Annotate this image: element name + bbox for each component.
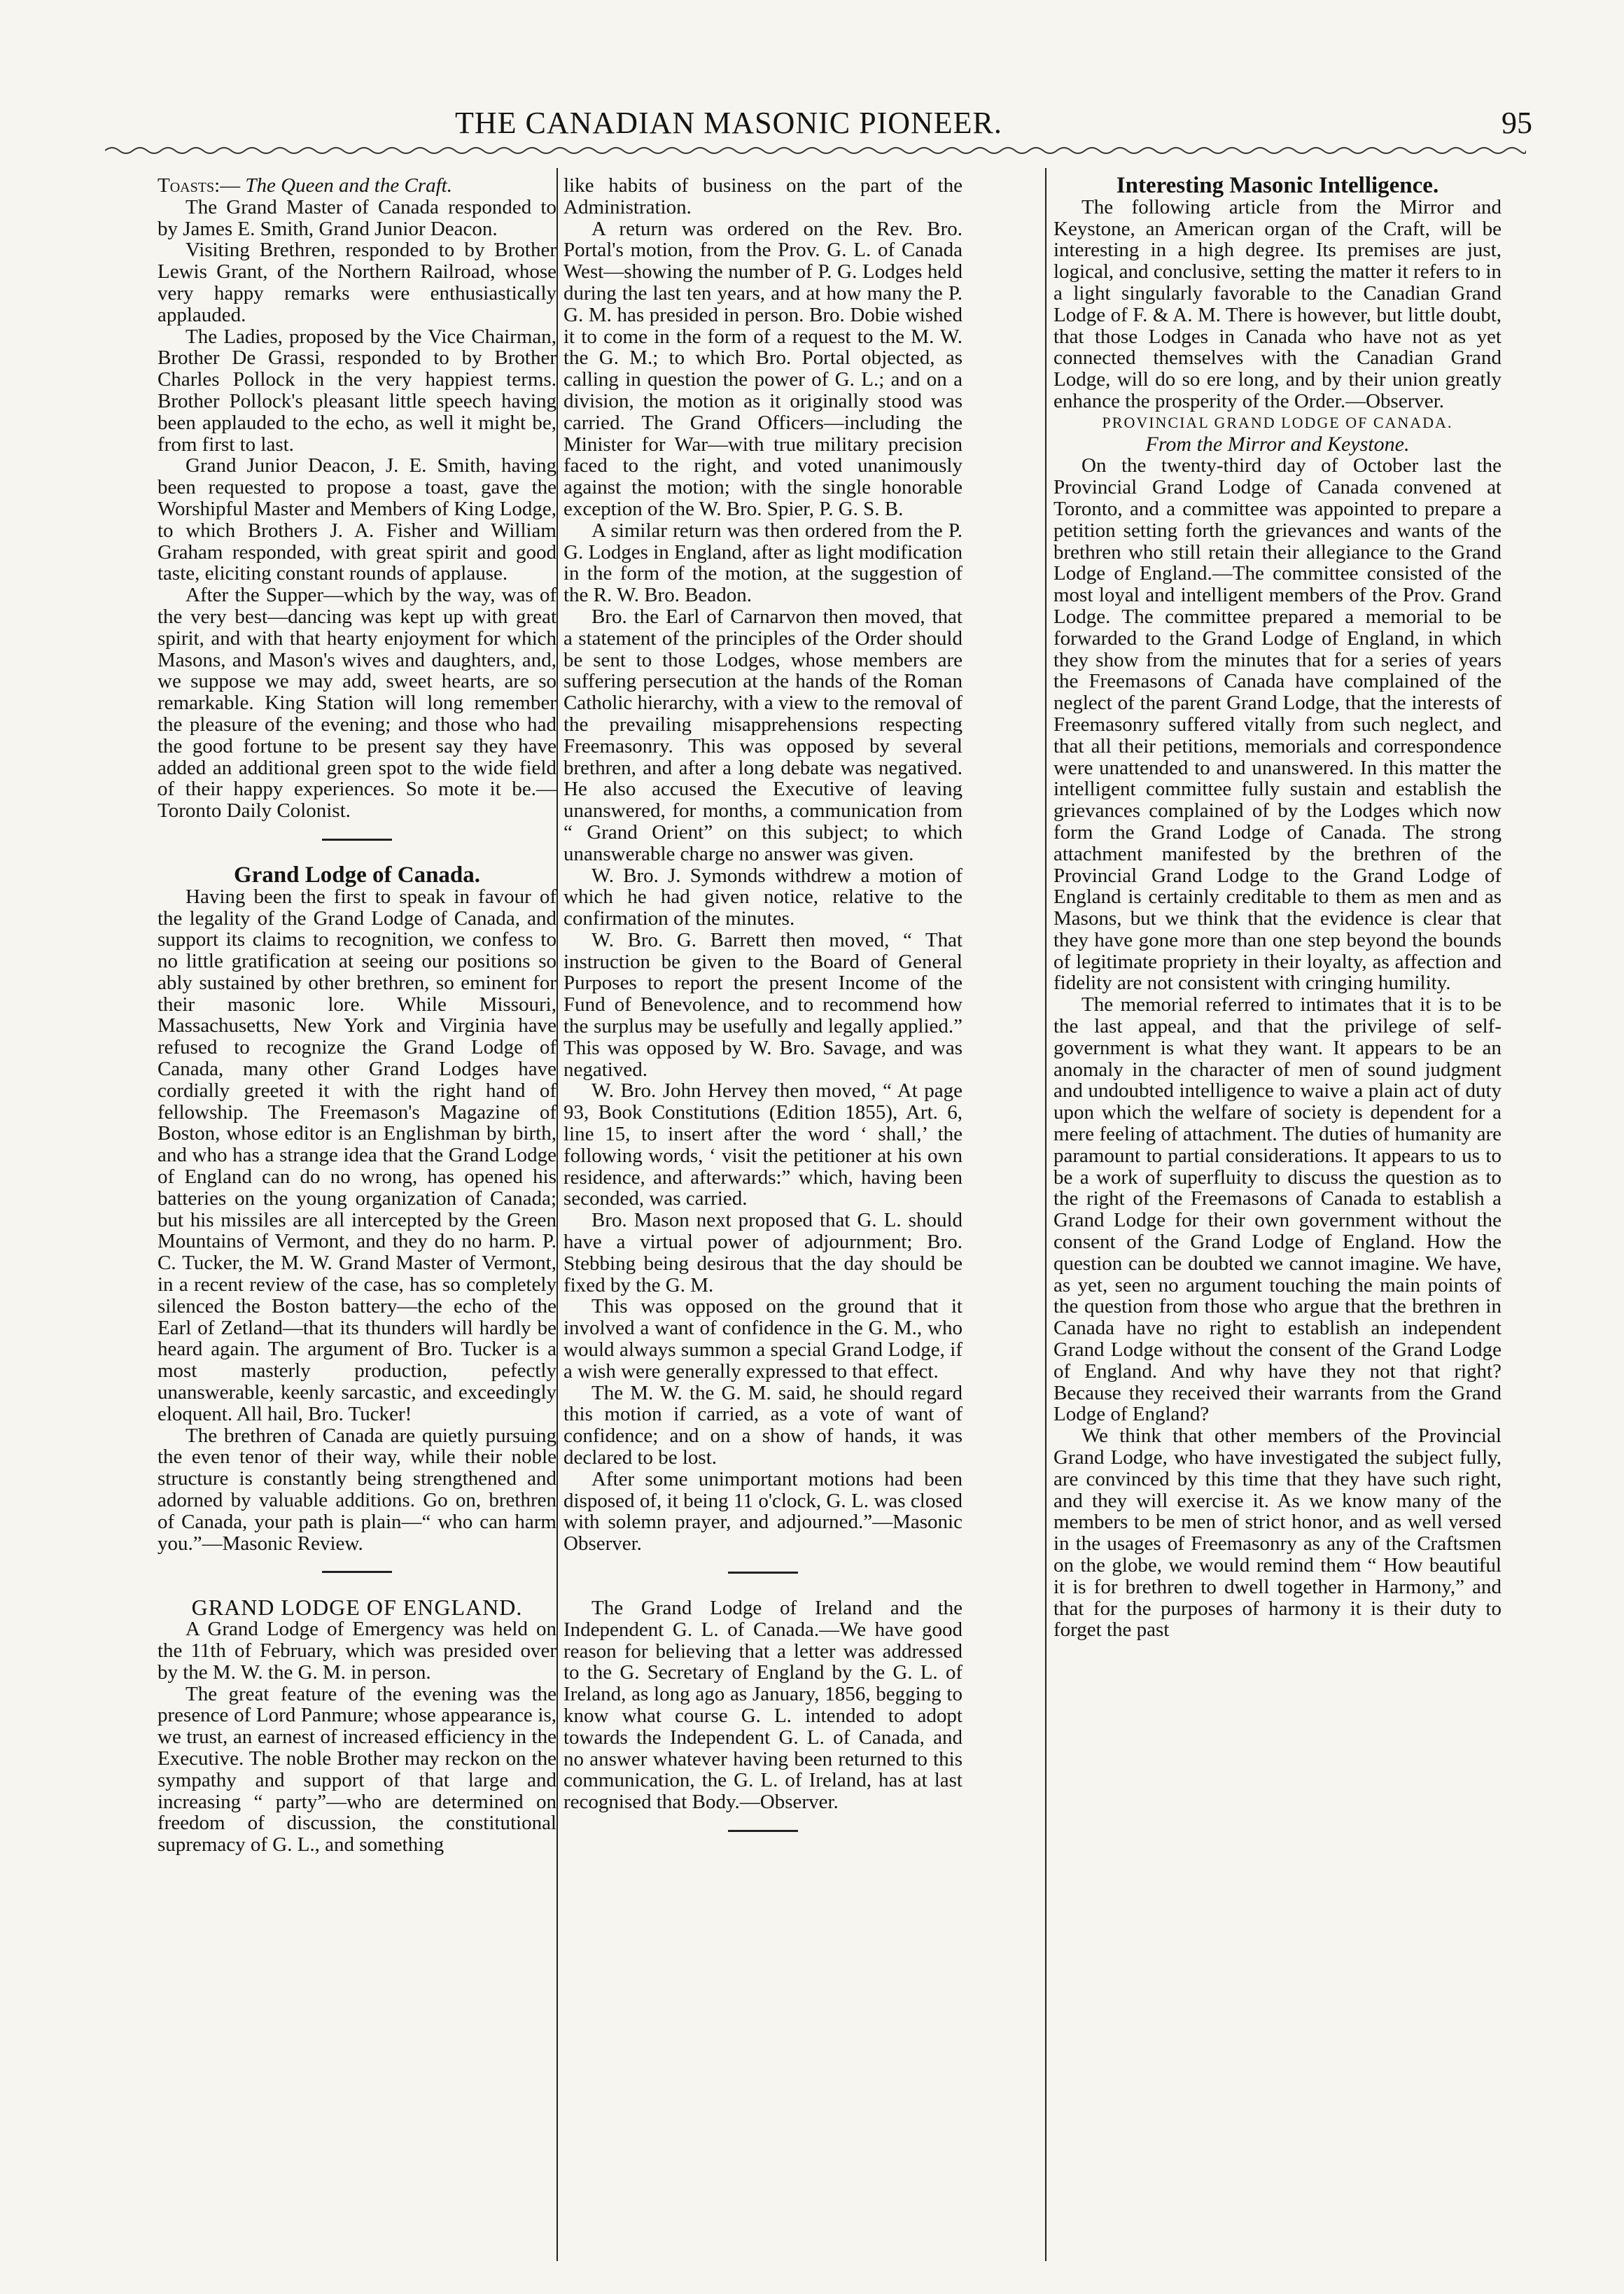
subheading-source: From the Mirror and Keystone. [1145, 432, 1410, 456]
paragraph: The Grand Master of Canada responded to by James E. Smith, Grand Junior Deacon. [158, 195, 556, 240]
paragraph: Grand Junior Deacon, J. E. Smith, having been requested to propose a toast, gave the Worshipful Master and Members of King Lodge, to which Brothers J. A. Fisher and William Graham responded, with great spirit and good taste, eliciting constant rounds of applause. [158, 454, 556, 585]
separator-rule [728, 1572, 798, 1574]
separator-rule [728, 1830, 798, 1832]
paragraph: The brethren of Canada are quietly pursuing the even tenor of their way, while their noble structure is constantly being strengthened and adorned by valuable additions. Go on, brethren of Canada, your path is plain—“ who can harm you.”—Masonic Review. [158, 1424, 556, 1555]
paragraph: Having been the first to speak in favour of the legality of the Grand Lodge of Canada, and support its claims to recognition, we confess to no little gratification at seeing our positions so ably sustained by other brethren, so eminent for their masonic lore. While Missouri, Massachusetts, New York and Virginia have refused to recognize the Grand Lodge of Canada, many other Grand Lodges have cordially greeted it with the right hand of fellowship. The Freemason's Magazine of Boston, whose editor is an Englishman by birth, and who has a strange idea that the Grand Lodge of England can do no wrong, has opened his batteries on the young organization of Canada; but his missiles are all intercepted by the Green Mountains of Vermont, and they do no harm. P. C. Tucker, the M. W. Grand Master of Vermont, in a recent review of the case, has so completely silenced the Boston battery—the echo of the Earl of Zetland—that its thunders will hardly be heard again. The argument of Bro. Tucker is a most masterly production, pefectly unanswerable, keenly sarcastic, and exceedingly eloquent. All hail, Bro. Tucker! [158, 885, 556, 1425]
paragraph: After the Supper—which by the way, was of the very best—dancing was kept up with great spirit, and with that hearty enjoyment for which Masons, and Mason's wives and daughters, and, we suppose we may add, sweet hearts, are so remarkable. King Station will long remember the pleasure of the evening; and those who had the good fortune to be present say they have added an additional green spot to the wide field of their happy experiences. So mote it be.—Toronto Daily Colonist. [158, 584, 556, 823]
running-title: THE CANADIAN MASONIC PIONEER. [455, 106, 1002, 140]
header-wavy-rule [105, 144, 1526, 158]
paragraph: W. Bro. John Hervey then moved, “ At page 93, Book Constitutions (Edition 1855), Art. 6, line 15, to insert after the word ‘ shall,’ the following words, ‘ visit the petitioner at his own residence, and afterwards:” which, having been seconded, was carried. [564, 1079, 962, 1210]
subheading-provincial-grand-lodge: PROVINCIAL GRAND LODGE OF CANADA. [1102, 413, 1453, 431]
paragraph: The Ladies, proposed by the Vice Chairman, Brother De Grassi, responded to by Brother Charles Pollock in the very happiest terms. Brother Pollock's pleasant little speech having been applauded to the echo, as well it might be, from first to last. [158, 325, 556, 456]
paragraph: Visiting Brethren, responded to by Brother Lewis Grant, of the Northern Railroad, whose very happy remarks were enthusiastically applauded. [158, 239, 556, 326]
paragraph: A similar return was then ordered from the P. G. Lodges in England, after as light modification in the form of the motion, at the suggestion of the R. W. Bro. Beadon. [564, 519, 962, 607]
paragraph: like habits of business on the part of the Administration. [564, 175, 962, 218]
column-divider-2 [1045, 168, 1046, 2261]
paragraph: The M. W. the G. M. said, he should regard this motion if carried, as a vote of want of confidence; and on a show of hands, it was declared to be lost. [564, 1381, 962, 1469]
paragraph: The memorial referred to intimates that it is to be the last appeal, and that the privilege of self-government is what they want. It appears to be an anomaly in the character of men of sound judgment and undoubted intelligence to waive a plain act of duty upon which the welfare of society is dependent for a mere feeling of attachment. The duties of humanity are paramount to partial considerations. It appears to us to be a work of superfluity to discuss the question as to the right of the Freemasons of Canada to establish a Grand Lodge for their own government without the consent of the Grand Lodge of England. How the question can be doubted we cannot imagine. We have, as yet, seen no argument touching the main points of the question from those who argue that the brethren in Canada have no right to establish an independent Grand Lodge without the consent of the Grand Lodge of England. And why have they not that right? Because they received their warrants from the Grand Lodge of England? [1054, 993, 1502, 1426]
paragraph: After some unimportant motions had been disposed of, it being 11 o'clock, G. L. was closed with solemn prayer, and adjourned.”—Masonic Observer. [564, 1467, 962, 1555]
paragraph: We think that other members of the Provincial Grand Lodge, who have investigated the subject fully, are convinced by this time that they have such right, and they will exercise it. As we know many of the members to be men of strict honor, and as well versed in the usages of Freemasonry as any of the Craftsmen on the globe, we would remind them “ How beautiful it is for brethren to dwell together in Harmony,” and that for the purposes of harmony it is their duty to forget the past [1054, 1425, 1502, 1642]
toasts-label: Toasts:— [158, 175, 241, 197]
paragraph-ireland: The Grand Lodge of Ireland and the Independent G. L. of Canada.—We have good reason for believing that a letter was addressed to the G. Secretary of England by the G. L. of Ireland, as long ago as January, 1856, begging to know what course G. L. intended to adopt towards the Independent G. L. of Canada, and no answer whatever having been returned to this communication, the G. L. of Ireland, has at last recognised that Body.—Observer. [564, 1597, 962, 1814]
heading-grand-lodge-canada: Grand Lodge of Canada. [233, 862, 481, 888]
column-2 [564, 175, 962, 2261]
column-divider-1 [556, 168, 558, 2261]
toasts-text: The Queen and the Craft. [245, 175, 452, 197]
paragraph: On the twenty-third day of October last the Provincial Grand Lodge of Canada convened at Toronto, and a committee was appointed to prepare a petition setting forth the grievances and wants of the brethren who still retain their allegiance to the Grand Lodge of England.—The committee consisted of the most loyal and intelligent members of the Prov. Grand Lodge. The committee prepared a memorial to be forwarded to the Grand Lodge of England, in which they show from the minutes that for a series of years the Freemasons of Canada have complained of the neglect of the parent Grand Lodge, that the interests of Freemasonry suffered vitally from such neglect, and that all their petitions, memorials and correspondence were unattended to and unanswered. In this matter the intelligent committee fully sustain and establish the grievances complained of by the Lodges which now form the Grand Lodge of Canada. The strong attachment manifested by the brethren of the Provincial Grand Lodge to the Grand Lodge of England is certainly creditable to them as men and as Masons, but we think that the evidence is clear that they have gone more than one step beyond the bounds of legitimate propriety in their loyalty, as affection and fidelity are not consistent with cringing humility. [1054, 454, 1502, 995]
column-1 [158, 175, 556, 2261]
paragraph: Bro. the Earl of Carnarvon then moved, that a statement of the principles of the Order should be sent to those Lodges, whose members are suffering persecution at the hands of the Roman Catholic hierarchy, with a view to the removal of the prevailing misapprehensions respecting Freemasonry. This was opposed by several brethren, and after a long debate was negatived. He also accused the Executive of leaving unanswered, for months, a communication from “ Grand Orient” on this subject; to which unanswerable charge no answer was given. [564, 605, 962, 865]
column-3 [1054, 175, 1502, 2261]
paragraph: W. Bro. J. Symonds withdrew a motion of which he had given notice, relative to the confirmation of the minutes. [564, 864, 962, 930]
page-header [0, 0, 1624, 161]
paragraph: A return was ordered on the Rev. Bro. Portal's motion, from the Prov. G. L. of Canada West—showing the number of P. G. Lodges held during the last ten years, and at how many the P. G. M. has presided in person. Bro. Dobie wished it to come in the form of a request to the M. W. the G. M.; to which Bro. Portal objected, as calling in question the power of G. L.; and on a division, the motion as it originally stood was carried. The Grand Officers—including the Minister for War—with true military precision faced to the right, and voted unanimously against the motion; with the single honorable exception of the W. Bro. Spier, P. G. S. B. [564, 217, 962, 520]
separator-rule [322, 1571, 392, 1573]
paragraph: This was opposed on the ground that it involved a want of confidence in the G. M., who would always summon a special Grand Lodge, if a wish were generally expressed to that effect. [564, 1295, 962, 1383]
separator-rule [322, 839, 392, 841]
toasts-line [158, 175, 556, 197]
paragraph: Bro. Mason next proposed that G. L. should have a virtual power of adjournment; Bro. Stebbing being desirous that the day should be fixed by the G. M. [564, 1209, 962, 1296]
heading-interesting-masonic-intelligence: Interesting Masonic Intelligence. [1116, 175, 1439, 198]
paragraph: A Grand Lodge of Emergency was held on the 11th of February, which was presided over by the M. W. the G. M. in person. [158, 1618, 556, 1684]
page-number: 95 [1502, 106, 1532, 140]
paragraph: The great feature of the evening was the presence of Lord Panmure; whose appearance is, we trust, an earnest of increased efficiency in the Executive. The noble Brother may reckon on the sympathy and support of that large and increasing “ party”—who are determined on freedom of discussion, the constitutional supremacy of G. L., and something [158, 1682, 556, 1856]
heading-grand-lodge-england: GRAND LODGE OF ENGLAND. [191, 1595, 523, 1621]
paragraph: W. Bro. G. Barrett then moved, “ That instruction be given to the Board of General Purposes to report the present Income of the Fund of Benevolence, and to recommend how the surplus may be usefully and legally applied.” This was opposed by W. Bro. Savage, and was negatived. [564, 928, 962, 1081]
paragraph: The following article from the Mirror and Keystone, an American organ of the Craft, will be interesting in a high degree. Its premises are just, logical, and conclusive, setting the matter it refers to in a light singularly favorable to the Canadian Grand Lodge of F. & A. M. There is however, but little doubt, that those Lodges in Canada who have not as yet connected themselves with the Canadian Grand Lodge, will do so ere long, and by their union greatly enhance the prosperity of the Order.—Observer. [1054, 195, 1502, 412]
